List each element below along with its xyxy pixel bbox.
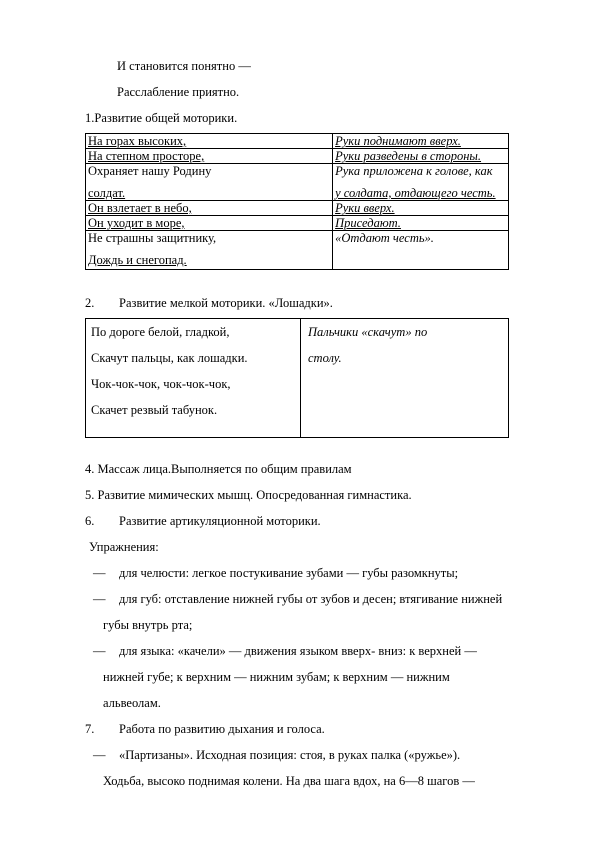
- bullet-dash: —: [93, 566, 106, 580]
- cell-text: Не страшны защитнику,: [88, 231, 217, 245]
- cell-text: Приседают.: [335, 216, 401, 230]
- bullet-text-continued: альвеолам.: [103, 696, 161, 710]
- table-cell: [333, 201, 509, 216]
- intro-line-2: Расслабление приятно.: [117, 85, 240, 99]
- table-row: [86, 231, 509, 270]
- exercises-label: Упражнения:: [89, 540, 159, 554]
- table-cell: [86, 149, 333, 164]
- section6-number: 6.: [85, 514, 95, 528]
- table-cell: [86, 164, 333, 201]
- bullet-text-continued: нижней губе; к верхним — нижним зубам; к верхним — нижним: [103, 670, 450, 684]
- motor-skills-table: [85, 133, 509, 270]
- action-column: [308, 325, 498, 377]
- rhyme-line: Скачет резвый табунок.: [91, 403, 218, 417]
- table-row: [86, 201, 509, 216]
- table-cell: [333, 216, 509, 231]
- section1-title: 1.Развитие общей моторики.: [85, 111, 238, 125]
- fine-motor-table: [85, 318, 509, 438]
- cell-text: На горах высоких,: [88, 134, 187, 148]
- section7-title: Работа по развитию дыхания и голоса.: [119, 722, 325, 736]
- cell-text: Руки разведены в стороны.: [335, 149, 482, 163]
- section7-number: 7.: [85, 722, 95, 736]
- bullet-dash: —: [93, 592, 106, 606]
- table-cell: [333, 134, 509, 149]
- cell-text: Руки вверх.: [335, 201, 395, 215]
- table-cell: [86, 134, 333, 149]
- bullet-text: для языка: «качели» — движения языком вверх- вниз: к верхней —: [119, 644, 477, 658]
- bullet-text-continued: губы внутрь рта;: [103, 618, 193, 632]
- table-row: [86, 164, 509, 201]
- bullet-text: «Партизаны». Исходная позиция: стоя, в руках палка («ружье»).: [119, 748, 461, 762]
- section4-text: 4. Массаж лица.Выполняется по общим правилам: [85, 462, 352, 476]
- rhyme-line: По дороге белой, гладкой,: [91, 325, 230, 339]
- action-line: столу.: [308, 351, 342, 365]
- table-row: [86, 134, 509, 149]
- table-cell: [333, 149, 509, 164]
- bullet-text-continued: Ходьба, высоко поднимая колени. На два шага вдох, на 6—8 шагов —: [103, 774, 475, 788]
- cell-text: Он уходит в море,: [88, 216, 185, 230]
- action-line: Пальчики «скачут» по: [308, 325, 428, 339]
- cell-text: Руки поднимают вверх.: [335, 134, 461, 148]
- bullet-dash: —: [93, 644, 106, 658]
- table-cell: [86, 201, 333, 216]
- section2-title: Развитие мелкой моторики. «Лошадки».: [119, 296, 333, 310]
- cell-text: Дождь и снегопад.: [88, 253, 187, 267]
- section5-text: 5. Развитие мимических мышц. Опосредованная гимнастика.: [85, 488, 412, 502]
- bullet-text: для губ: отставление нижней губы от зубов и десен; втягивание нижней: [119, 592, 503, 606]
- rhyme-line: Чок-чок-чок, чок-чок-чок,: [91, 377, 231, 391]
- table-row: [86, 149, 509, 164]
- bullet-dash: —: [93, 748, 106, 762]
- table-cell: [333, 164, 509, 201]
- intro-line-1: И становится понятно —: [117, 59, 251, 73]
- cell-text: На степном просторе,: [88, 149, 205, 163]
- cell-text: Охраняет нашу Родину: [88, 164, 212, 178]
- cell-text: Рука приложена к голове, как: [335, 164, 493, 178]
- table-divider: [300, 319, 301, 437]
- cell-text: «Отдают честь».: [335, 231, 434, 245]
- cell-text: у солдата, отдающего честь.: [335, 186, 496, 200]
- cell-text: солдат.: [88, 186, 126, 200]
- table-cell: [86, 231, 333, 270]
- rhyme-column: [91, 325, 248, 429]
- rhyme-line: Скачут пальцы, как лошадки.: [91, 351, 248, 365]
- section6-title: Развитие артикуляционной моторики.: [119, 514, 321, 528]
- table-row: [86, 216, 509, 231]
- table-cell: [86, 216, 333, 231]
- table-cell: [333, 231, 509, 270]
- bullet-text: для челюсти: легкое постукивание зубами — губы разомкнуты;: [119, 566, 459, 580]
- cell-text: Он взлетает в небо,: [88, 201, 192, 215]
- section2-number: 2.: [85, 296, 95, 310]
